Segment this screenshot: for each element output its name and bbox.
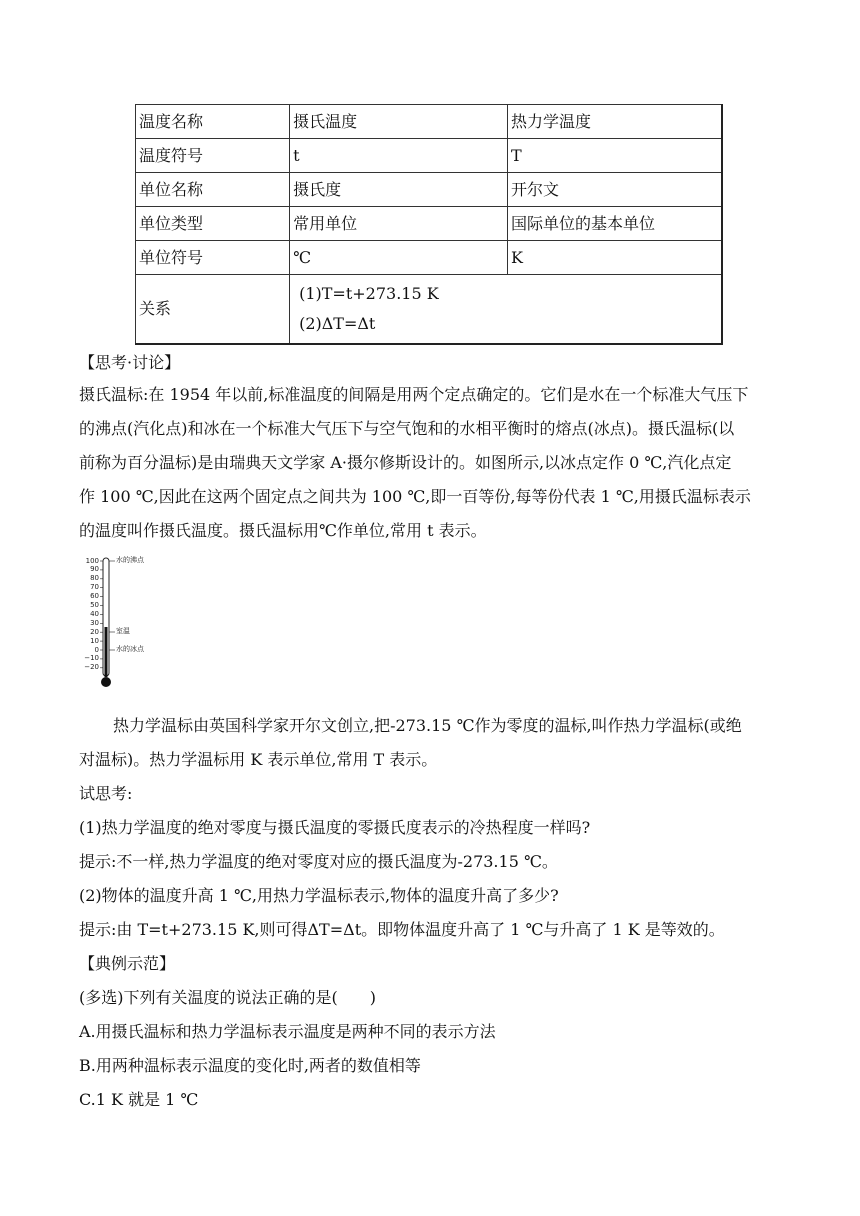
kelvin-cell: K xyxy=(508,241,722,275)
tick-label: 10 xyxy=(90,636,99,645)
row-label: 单位名称 xyxy=(136,173,290,207)
option-c: C.1 K 就是 1 ℃ xyxy=(79,1090,199,1109)
celsius-cell: 摄氏温度 xyxy=(290,105,508,139)
paragraph-kelvin-scale xyxy=(79,709,779,777)
row-label: 单位符号 xyxy=(136,241,290,275)
text-line: 前称为百分温标)是由瑞典天文学家 A·摄尔修斯设计的。如图所示,以冰点定作 0 ℃,汽化点定 xyxy=(79,453,732,472)
example-block xyxy=(79,947,779,1117)
row-label: 温度符号 xyxy=(136,139,290,173)
kelvin-cell: 国际单位的基本单位 xyxy=(508,207,722,241)
label-boiling-point: 水的沸点 xyxy=(116,556,144,564)
tick-label: −10 xyxy=(84,654,99,663)
celsius-cell: ℃ xyxy=(290,241,508,275)
option-b: B.用两种温标表示温度的变化时,两者的数值相等 xyxy=(79,1056,421,1075)
option-a: A.用摄氏温标和热力学温标表示温度是两种不同的表示方法 xyxy=(79,1022,496,1041)
kelvin-cell: 热力学温度 xyxy=(508,105,722,139)
label-freezing-point: 水的冰点 xyxy=(116,645,144,653)
example-question: (多选)下列有关温度的说法正确的是( ) xyxy=(79,988,376,1007)
answer-1: 提示:不一样,热力学温度的绝对零度对应的摄氏温度为-273.15 ℃。 xyxy=(79,852,558,871)
table-row xyxy=(136,139,723,173)
celsius-cell: t xyxy=(290,139,508,173)
relation-formula-2: (2)ΔT=Δt xyxy=(299,314,376,333)
tick-label: 90 xyxy=(90,565,99,574)
tick-label: −20 xyxy=(84,663,99,672)
text-line: 对温标)。热力学温标用 K 表示单位,常用 T 表示。 xyxy=(79,750,438,769)
section-heading-example: 【典例示范】 xyxy=(79,954,176,973)
answer-2: 提示:由 T=t+273.15 K,则可得ΔT=Δt。即物体温度升高了 1 ℃与升高了 1 K 是等效的。 xyxy=(79,920,725,939)
tick-label: 70 xyxy=(90,583,99,592)
paragraph-celsius-scale xyxy=(79,378,779,548)
tick-label: 30 xyxy=(90,618,99,627)
kelvin-cell: T xyxy=(508,139,722,173)
tick-label: 80 xyxy=(90,574,99,583)
table-row xyxy=(136,105,723,139)
table-row-relation xyxy=(136,275,723,345)
table-row xyxy=(136,241,723,275)
tick-label: 60 xyxy=(90,592,99,601)
text-line: 摄氏温标:在 1954 年以前,标准温度的间隔是用两个定点确定的。它们是水在一个标准大气压下 xyxy=(79,385,749,404)
celsius-cell: 摄氏度 xyxy=(290,173,508,207)
relation-formula-1: (1)T=t+273.15 K xyxy=(299,284,439,303)
tick-label: 0 xyxy=(94,645,99,654)
table-row xyxy=(136,207,723,241)
tick-label: 50 xyxy=(90,601,99,609)
table-row xyxy=(136,173,723,207)
tick-label: 100 xyxy=(85,556,99,565)
celsius-cell: 常用单位 xyxy=(290,207,508,241)
label-room-temperature: 室温 xyxy=(116,627,130,635)
row-label: 温度名称 xyxy=(136,105,290,139)
row-label: 关系 xyxy=(136,275,290,345)
thermometer-figure xyxy=(84,555,164,693)
text-line: 热力学温标由英国科学家开尔文创立,把-273.15 ℃作为零度的温标,叫作热力学温标(或绝 xyxy=(113,716,742,735)
kelvin-cell: 开尔文 xyxy=(508,173,722,207)
relation-cell xyxy=(290,275,722,345)
tick-label: 20 xyxy=(90,627,99,636)
question-1: (1)热力学温度的绝对零度与摄氏温度的零摄氏度表示的冷热程度一样吗? xyxy=(79,818,591,837)
question-2: (2)物体的温度升高 1 ℃,用热力学温标表示,物体的温度升高了多少? xyxy=(79,886,559,905)
tick-label: 40 xyxy=(90,609,99,618)
row-label: 单位类型 xyxy=(136,207,290,241)
text-line: 作 100 ℃,因此在这两个固定点之间共为 100 ℃,即一百等份,每等份代表 1 ℃,用摄氏温标表示 xyxy=(79,487,751,506)
temperature-comparison-table xyxy=(135,104,723,345)
text-line: 的沸点(汽化点)和冰在一个标准大气压下与空气饱和的水相平衡时的熔点(冰点)。摄氏温标(以 xyxy=(79,419,735,438)
section-heading-discussion: 【思考·讨论】 xyxy=(79,353,181,372)
text-line: 的温度叫作摄氏温度。摄氏温标用℃作单位,常用 t 表示。 xyxy=(79,521,487,540)
qa-block xyxy=(79,777,779,947)
try-think-label: 试思考: xyxy=(79,784,133,803)
